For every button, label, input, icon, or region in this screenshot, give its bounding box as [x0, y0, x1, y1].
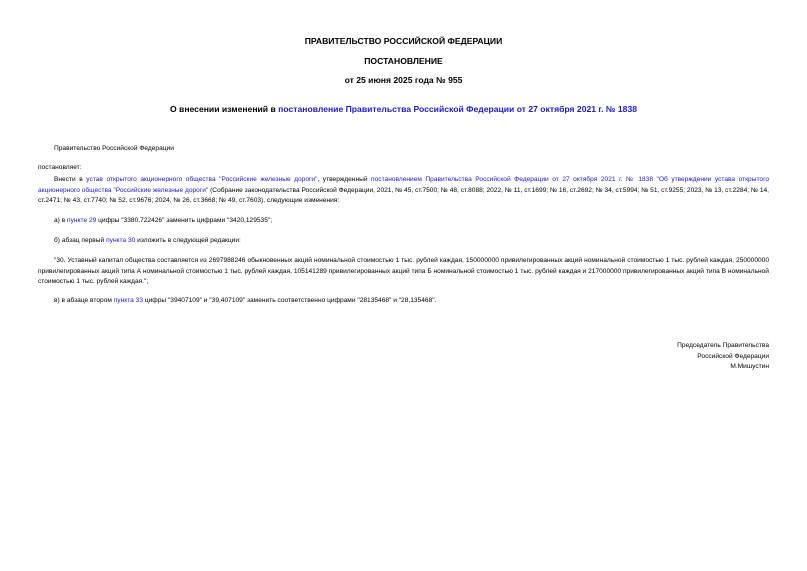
item-v-text-2: цифры "39407109" и "39,407109" заменить соответственно цифрами "28135468" и "28,135468".: [142, 297, 437, 304]
item-a-text-2: цифры "3380,722426" заменить цифрами "3420,129535";: [96, 217, 273, 224]
signature-position: Председатель Правительства: [677, 342, 769, 349]
item-v-paragraph: [38, 296, 769, 307]
quoted-point-30: "30. Уставный капитал общества составляется из 2697988246 обыкновенных акций номинальной стоимостью 1 тыс. рублей каждая, 150000000 привилегированных акций номинальной стоимостью 1 тыс. рублей каждая, 250000000 привилегированных акций типа А номинальной стоимостью 1 тыс. рублей каждая, 105141289 привилегированных акций типа Б номинальной стоимостью 1 тыс. рублей каждая и 217000000 привилегированных акций типа В номинальной стоимостью 1 тыс. рублей каждая.";: [38, 257, 769, 285]
main-text-1: Внести в: [54, 176, 87, 183]
item-a-paragraph: [38, 216, 769, 227]
item-b-text-1: б) абзац первый: [54, 237, 107, 244]
item-b-text-2: изложить в следующей редакции:: [135, 237, 241, 244]
government-heading: ПРАВИТЕЛЬСТВО РОССИЙСКОЙ ФЕДЕРАЦИИ: [304, 36, 503, 46]
main-text-3: (Собрание законодательства Российской Федерации, 2021, № 45, ст.7500; № 48, ст.8088; 2022, № 11, ст.1699; № 16, ст.2692; № 34, ст.5994; № 51, ст.9255; 2023, № 13, ст.2284; № 14, ст.2471; № 43, ст.7740; № 52, ст.9676; 2024, № 26, ст.3668; № 49, ст.7603), следующие изменения:: [38, 186, 769, 204]
date-number-heading: от 25 июня 2025 года № 955: [344, 75, 463, 85]
point-30-link[interactable]: пункта 30: [106, 237, 136, 244]
item-a-text-1: а) в: [54, 217, 68, 224]
signature-name: М.Мишустин: [730, 363, 769, 370]
title-decree-link[interactable]: постановление Правительства Российской Федерации от 27 октября 2021 г. № 1838: [278, 104, 638, 114]
signature-body: Российской Федерации: [697, 352, 769, 360]
point-29-link[interactable]: пункте 29: [67, 217, 97, 224]
main-text-2: , утвержденный: [317, 176, 372, 183]
point-33-link[interactable]: пункта 33: [113, 297, 143, 304]
document-type-heading: ПОСТАНОВЛЕНИЕ: [364, 56, 443, 66]
decree-1838-link[interactable]: постановлением Правительства Российской Федерации от 27 октября 2021 г. № 1838 "Об утверждении устава открытого акционерного общества "Российские железные дороги": [38, 176, 769, 194]
document-title: [0, 104, 807, 114]
charter-link[interactable]: устав открытого акционерного общества "Российские железные дороги": [86, 176, 318, 183]
title-prefix: О внесении изменений в: [169, 104, 279, 114]
item-b-paragraph: [38, 236, 769, 247]
issuer-paragraph: Правительство Российской Федерации: [54, 145, 174, 152]
item-v-text-1: в) в абзаце втором: [54, 297, 114, 304]
main-paragraph: [38, 175, 769, 207]
decree-word: постановляет:: [38, 164, 82, 171]
